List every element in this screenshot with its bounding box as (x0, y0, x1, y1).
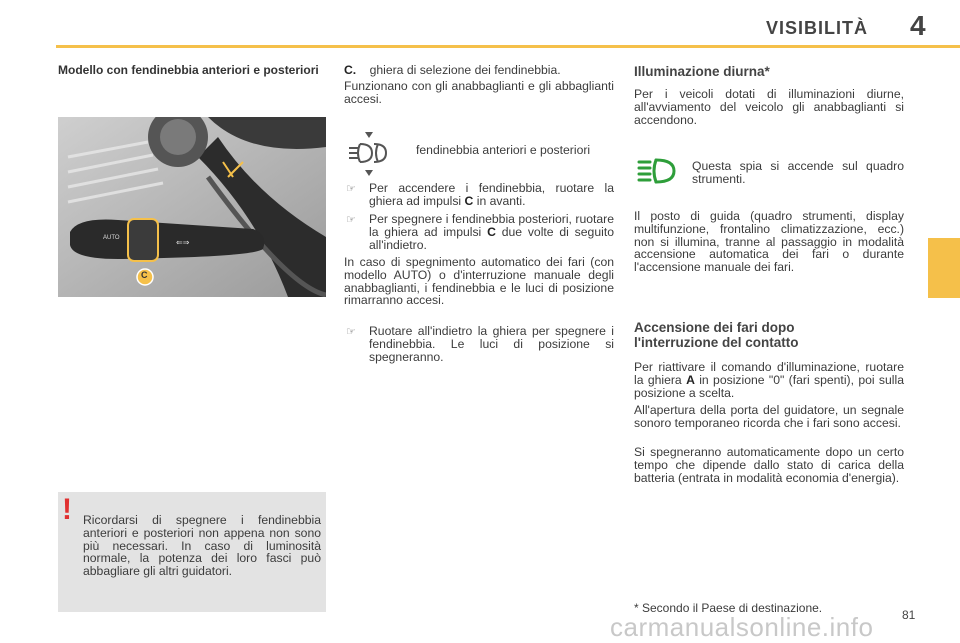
right-para-2: Il posto di guida (quadro strumenti, display multifunzione, frontalino climatizzazione, ecc.) non si illumina, tranne al passaggio in modalità accensione automatica dei fari o durante l'accensione manuale dei fari. (634, 209, 904, 275)
middle-para-1: Funzionano con gli anabbaglianti e gli abbaglianti accesi. (344, 79, 614, 106)
header-rule (56, 45, 960, 48)
bullet-1-ring: C (464, 193, 474, 208)
footnote: * Secondo il Paese di destinazione. (634, 601, 823, 615)
c-text: ghiera di selezione dei fendinebbia. (369, 63, 561, 77)
middle-bullet-3: Ruotare all'indietro la ghiera per spegnere i fendinebbia. Le luci di posizione si spegneranno. (369, 324, 614, 364)
photo-callout-c: C (141, 270, 148, 280)
middle-para-2: In caso di spegnimento automatico dei fari (con modello AUTO) o d'interruzione manuale degli anabbaglianti, i fendinebbia e le luci di posizione rimarranno accesi. (344, 255, 614, 308)
section-heading-fog: Modello con fendinebbia anteriori e posteriori (58, 63, 319, 77)
p3-ring: A (686, 372, 695, 387)
warning-note-text: Ricordarsi di spegnere i fendinebbia anteriori e posteriori non appena non sono più necessari. In caso di luminosità normale, la potenza dei loro fasci può abbagliare gli altri guidatori. (83, 513, 321, 579)
section-heading-drl: Illuminazione diurna* (634, 64, 770, 79)
right-para-1: Per i veicoli dotati di illuminazioni diurne, all'avviamento del veicolo gli anabbaglianti si accendono. (634, 87, 904, 127)
bullet-icon: ☞ (346, 214, 356, 226)
middle-bullet-2 (369, 213, 614, 251)
chapter-title: VISIBILITÀ (766, 18, 869, 38)
p3-tail: in posizione "0" (fari spenti), poi sulla posizione a scelta. (634, 372, 904, 400)
fog-lamp-icon (346, 130, 392, 178)
c-label: C. (344, 63, 357, 77)
bullet-icon: ☞ (346, 326, 356, 338)
svg-text:AUTO: AUTO (103, 235, 120, 241)
drl-icon-text: Questa spia si accende sul quadro strumenti. (692, 159, 904, 186)
c-definition (344, 64, 614, 77)
drl-lamp-icon (636, 156, 680, 186)
chapter-number: 4 (910, 10, 926, 41)
p3-text: Per riattivare il comando d'illuminazione, ruotare la ghiera (634, 360, 904, 387)
bullet-icon: ☞ (346, 183, 356, 195)
right-para-5: Si spegneranno automaticamente dopo un certo tempo che dipende dallo stato di carica della batteria (entrata in modalità economia d'energia). (634, 445, 904, 485)
right-para-3 (634, 361, 904, 399)
chapter-tab (928, 238, 960, 298)
fog-icon-caption: fendinebbia anteriori e posteriori (416, 143, 591, 157)
svg-text:⇐⇒: ⇐⇒ (176, 238, 190, 247)
bullet-2-text: Per spegnere i fendinebbia posteriori, ruotare la ghiera ad impulsi (369, 212, 614, 239)
bullet-2-ring: C (487, 224, 496, 239)
right-para-4: All'apertura della porta del guidatore, un segnale sonoro temporaneo ricorda che i fari sono accesi. (634, 403, 904, 430)
watermark: carmanualsonline.info (610, 612, 874, 642)
warning-icon: ! (62, 493, 72, 526)
stalk-photo (58, 117, 326, 297)
bullet-1-text: Per accendere i fendinebbia, ruotare la ghiera ad impulsi (369, 181, 614, 208)
bullet-1-tail: in avanti. (473, 193, 526, 208)
page-number: 81 (902, 608, 916, 622)
middle-bullet-1 (369, 182, 614, 208)
bullet-2-tail: due volte di seguito all'indietro. (369, 224, 614, 252)
section-heading-after-ignition: Accensione dei fari dopo l'interruzione del contatto (634, 320, 799, 350)
